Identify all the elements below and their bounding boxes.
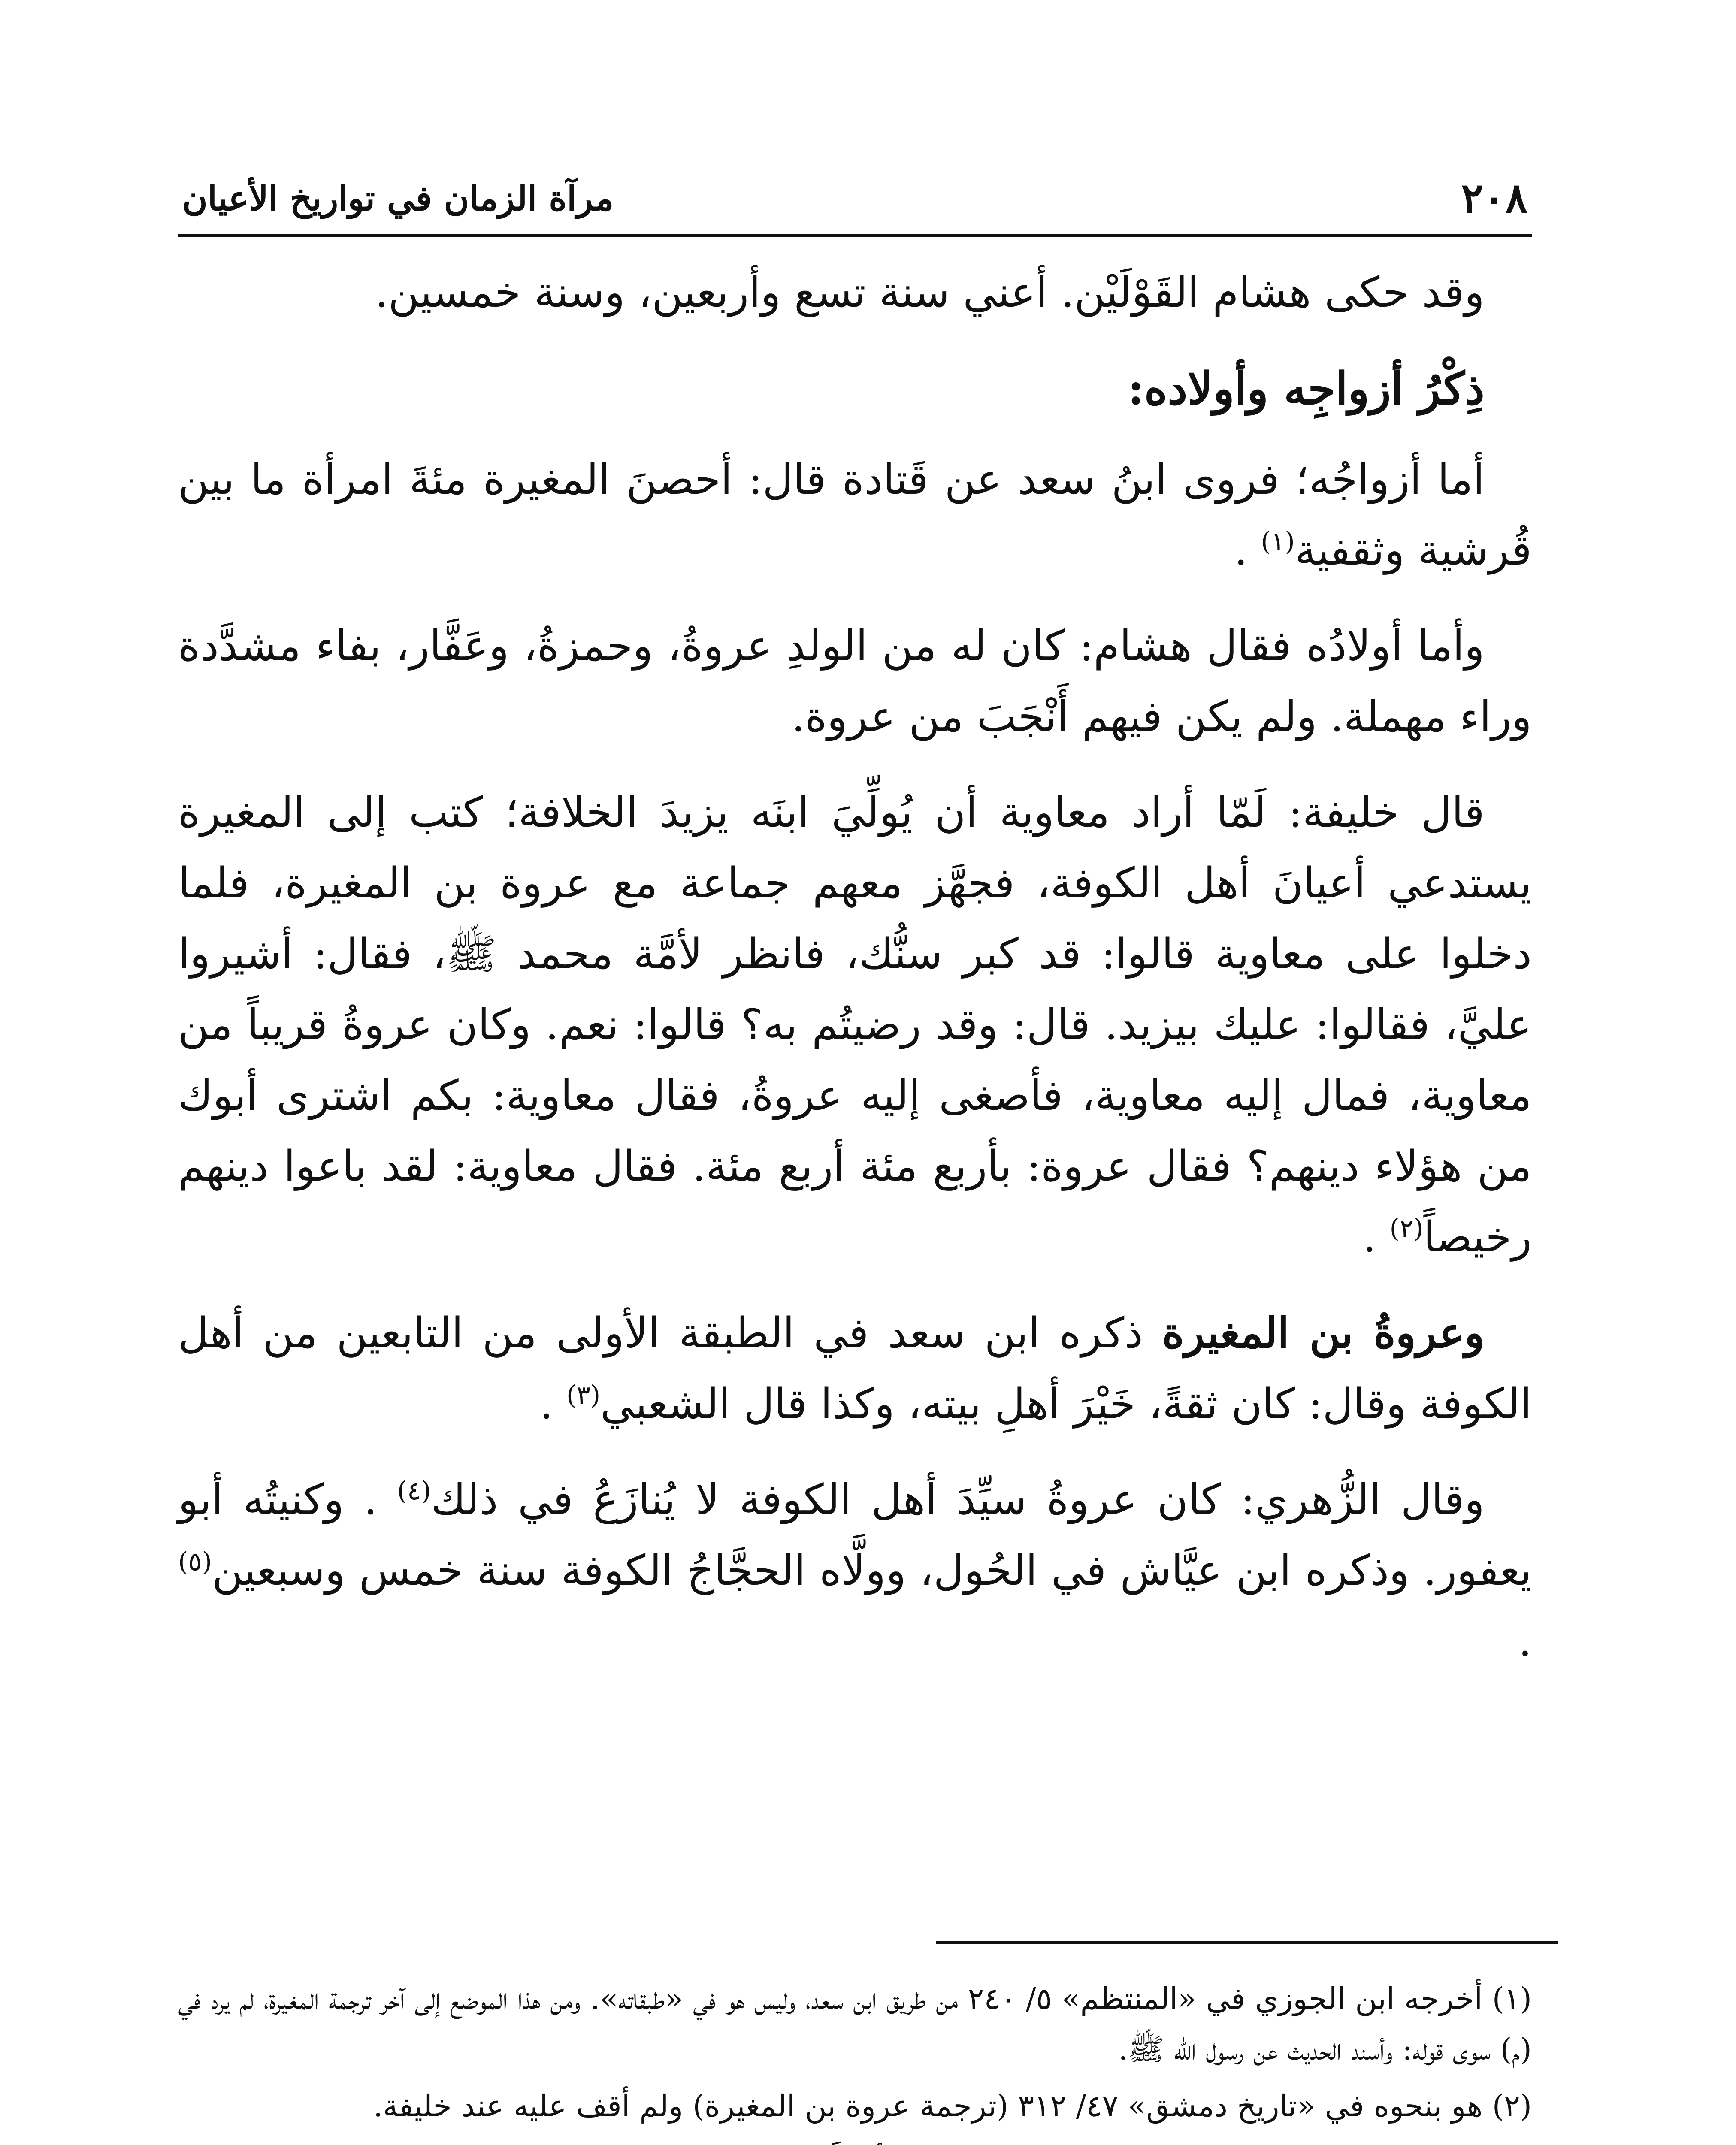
paragraph-5-end: . xyxy=(539,1380,567,1429)
main-text xyxy=(178,257,1532,1702)
paragraph-4 xyxy=(178,777,1532,1273)
paragraph-3-text: وأما أولادُه فقال هشام: كان له من الولدِ عروةُ، وحمزةُ، وعَفَّار، بفاء مشدَّدة وراء مهملة. ولم يكن فيهم أَنْجَبَ من عروة. xyxy=(178,622,1532,741)
footnote-1: (١) أخرجه ابن الجوزي في «المنتظم» ٥/ ٢٤٠ من طريق ابن سعد، وليس هو في «طبقاته». ومن هذا الموضع إلى آخر ترجمة المغيرة، لم يرد في (م) سوى قوله: وأسند الحديث عن رسول الله ﷺ. xyxy=(178,1981,1532,2067)
paragraph-5-text: ذكره ابن سعد في الطبقة الأولى من التابعين من أهل الكوفة وقال: كان ثقةً، خَيْرَ أهلِ بيته، وكذا قال الشعبي xyxy=(178,1309,1532,1429)
paragraph-2-end: . xyxy=(1234,526,1261,575)
footnote-ref-1[interactable]: (١) xyxy=(1261,526,1295,557)
paragraph-6-text-a: وقال الزُّهري: كان عروةُ سيِّدَ أهل الكوفة لا يُنازَعُ في ذلك xyxy=(431,1475,1485,1524)
running-title: مرآة الزمان في تواريخ الأعيان xyxy=(182,178,614,218)
footnotes xyxy=(178,1973,1532,2145)
paragraph-1-text: وقد حكى هشام القَوْلَيْن. أعني سنة تسع وأربعين، وسنة خمسين. xyxy=(375,268,1485,317)
paragraph-3 xyxy=(178,611,1532,752)
paragraph-6 xyxy=(178,1465,1532,1677)
footnote-ref-3[interactable]: (٣) xyxy=(566,1380,601,1411)
paragraph-2 xyxy=(178,444,1532,586)
paragraph-2-text: أما أزواجُه؛ فروى ابنُ سعد عن قَتادة قال: أحصنَ المغيرة مئةَ امرأة ما بين قُرشية وثقفية xyxy=(178,455,1532,575)
paragraph-6-text-b: . وكنيتُه أبو يعفور. وذكره ابن عيَّاش في الحُول، وولَّاه الحجَّاجُ الكوفة سنة خمس وسبعين xyxy=(178,1475,1532,1595)
section-heading: ذِكْرُ أزواجِه وأولاده: xyxy=(1128,362,1485,415)
footnote-3 xyxy=(178,2137,1532,2145)
footnote-ref-2[interactable]: (٢) xyxy=(1389,1213,1424,1244)
footnote-divider xyxy=(936,1941,1558,1944)
paragraph-5-name: وعروةُ بن المغيرة xyxy=(1162,1308,1485,1358)
footnote-ref-4[interactable]: (٤) xyxy=(397,1476,431,1506)
paragraph-1 xyxy=(178,257,1532,328)
page-header xyxy=(178,165,1532,237)
page-number: ٢٠٨ xyxy=(1461,174,1527,222)
footnote-ref-5[interactable]: (٥) xyxy=(178,1547,212,1577)
paragraph-4-text: قال خليفة: لَمّا أراد معاوية أن يُولِّيَ ابنَه يزيدَ الخلافة؛ كتب إلى المغيرة يستدعي أعيانَ أهل الكوفة، فجهَّز معهم جماعة مع عروة بن المغيرة، فلما دخلوا على معاوية قالوا: قد كبر سنُّك، فانظر لأمَّة محمد ﷺ، فقال: أشيروا عليَّ، فقالوا: عليك بيزيد. قال: وقد رضيتُم به؟ قالوا: نعم. وكان عروةُ قريباً من معاوية، فمال إليه معاوية، فأصغى إليه عروةُ، فقال معاوية: بكم اشترى أبوك من هؤلاء دينهم؟ فقال عروة: بأربع مئة أربع مئة. فقال معاوية: لقد باعوا دينهم رخيصاً xyxy=(178,788,1532,1262)
paragraph-6-end: . xyxy=(1518,1617,1532,1666)
paragraph-5 xyxy=(178,1298,1532,1440)
paragraph-4-end: . xyxy=(1363,1213,1390,1262)
footnote-2: (٢) هو بنحوه في «تاريخ دمشق» ٤٧/ ٣١٢ (ترجمة عروة بن المغيرة) ولم أقف عليه عند خليفة. xyxy=(373,2088,1532,2124)
